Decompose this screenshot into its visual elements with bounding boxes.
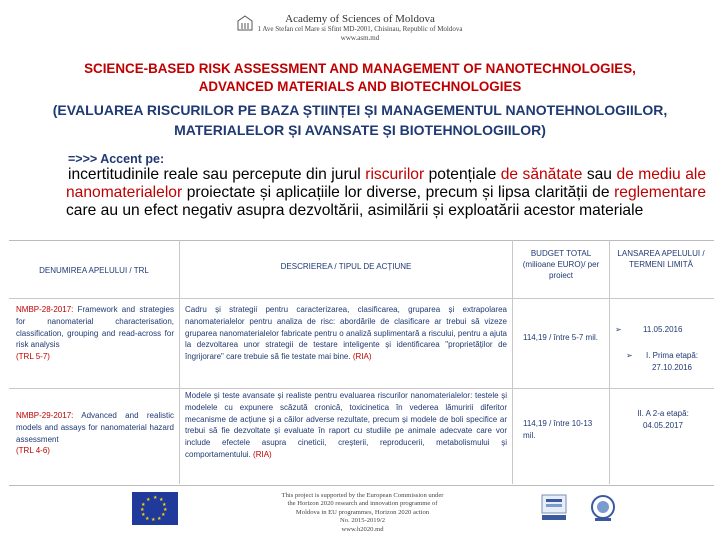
title-english-line-1: SCIENCE-BASED RISK ASSESSMENT AND MANAGEMENT OF NANOTECHNOLOGIES,: [84, 61, 636, 76]
table-header-deadline: LANSAREA APELULUI / TERMENI LIMITĂ: [617, 249, 705, 269]
call-action-type: (RIA): [352, 352, 372, 362]
table-column-divider: [609, 240, 610, 484]
table-column-divider: [512, 240, 513, 484]
svg-text:★: ★: [145, 516, 150, 522]
call-name: Advanced and realistic models and assays for nanomaterial hazard assessment: [16, 411, 174, 444]
svg-text:★: ★: [146, 497, 151, 503]
call-description: Cadru și strategii pentru caracterizarea, clasificarea, gruparea și extrapolarea nanomaterialelor pentru analiza de risc: abordările de clasificare ar trebui să vizeze gruparea nanomaterialelor fabricate pentru o analiză suplimentară a riscului, pentru a ajuta la dezvoltarea unor strategii de testare inteligente și identificarea "proprietăților de îngrijorare" care trebuie să fie testate mai bine.: [185, 305, 507, 362]
svg-text:★: ★: [140, 507, 145, 513]
table-row-2-call: [16, 410, 174, 457]
title-english: [20, 60, 700, 96]
bullet-arrow-icon: ➢: [615, 325, 622, 334]
table-row-divider: [9, 388, 714, 389]
table-row-1-deadline-2: [626, 350, 704, 374]
bullet-arrow-icon: ➢: [626, 351, 633, 360]
table-row-1-budget: 114,19 / între 5-7 mil.: [523, 333, 598, 342]
title-romanian-line-1: (EVALUAREA RISCURILOR PE BAZA ȘTIINȚEI ȘI MANAGEMENTUL NANOTEHNOLOGIILOR,: [52, 102, 668, 118]
paragraph-highlight-risks: riscurilor: [365, 166, 425, 183]
table-header-description: DESCRIEREA / TIPUL DE ACȚIUNE: [280, 262, 412, 271]
footer-line-5: www.h2020.md: [341, 525, 384, 533]
table-row-1-description: [185, 304, 507, 363]
paragraph-part-5: sau: [582, 166, 617, 183]
call-trl: (TRL 4-6): [16, 446, 50, 456]
paragraph-part-7: proiectate și aplicațiile lor diverse, precum și lipsa clarității de: [182, 184, 615, 201]
paragraph-highlight-health: de sănătate: [500, 166, 583, 183]
table-row-1-deadline-1: [615, 324, 711, 336]
footer-line-2: the Horizon 2020 research and innovation programme of: [287, 500, 438, 508]
paragraph-part-9: care au un efect negativ asupra dezvoltării, asimilării și exploatării acestor materiale: [66, 202, 644, 219]
svg-text:★: ★: [161, 512, 166, 518]
table-row-2-budget: 114,19 / între 10-13 mil.: [523, 419, 593, 440]
table-row-2-description: [185, 390, 507, 461]
call-action-type: (RIA): [253, 449, 272, 459]
footer-line-1: This project is supported by the European Commission under: [281, 492, 444, 499]
call-name: Framework and strategies for nanomaterial characterisation, classification, grouping and read-across for risk analysis: [16, 305, 174, 350]
table-header-divider: [9, 298, 714, 299]
partner-seal-icon: [590, 494, 616, 522]
call-trl: (TRL 5-7): [16, 352, 50, 362]
svg-text:★: ★: [151, 517, 156, 523]
organization-name: Academy of Sciences of Moldova: [285, 13, 435, 25]
paragraph-part-3: potențiale: [424, 166, 501, 183]
deadline-stage-1: I. Prima etapă: 27.10.2016: [645, 351, 699, 372]
organization-website: www.asm.md: [340, 34, 380, 42]
table-header-budget: BUDGET TOTAL (milioane EURO)/ per proiect: [522, 249, 600, 280]
academy-logo-icon: [236, 15, 254, 31]
footer-line-4: No. 2015-2019/2: [339, 517, 386, 525]
table-row-1-call: [16, 304, 174, 363]
svg-text:★: ★: [162, 502, 167, 508]
title-romanian-line-2: MATERIALELOR ȘI AVANSATE ȘI BIOTEHNOLOGIILOR): [174, 122, 546, 138]
footer-line-3: Moldova in EU programmes, Horizon 2020 action: [295, 508, 430, 516]
table-row-2-deadline: II. A 2-a etapă: 04.05.2017: [637, 409, 689, 430]
accent-paragraph: [66, 166, 706, 220]
paragraph-part-1: incertitudinile reale sau percepute din jurul: [68, 166, 366, 183]
document-header: [0, 0, 720, 52]
accent-label: =>>> Accent pe:: [68, 152, 165, 166]
organization-address: 1 Ave Stefan cel Mare si Sfint MD-2001, Chisinau, Republic of Moldova: [257, 25, 463, 33]
title-romanian: [10, 100, 710, 140]
deadline-date: 11.05.2016: [643, 325, 683, 334]
footer-disclaimer: [255, 492, 470, 534]
svg-text:★: ★: [141, 512, 146, 518]
svg-text:★: ★: [141, 502, 146, 508]
paragraph-highlight-environment: de mediu ale nanomaterialelor: [66, 166, 707, 201]
call-code: NMBP-29-2017:: [16, 411, 74, 420]
table-header-call-name: DENUMIREA APELULUI / TRL: [39, 266, 149, 275]
call-code: NMBP-28-2017:: [16, 305, 74, 314]
partner-logo-icon: [540, 493, 568, 523]
svg-text:★: ★: [157, 516, 162, 522]
call-description: Modele și teste avansate și realiste pentru evaluarea riscurilor nanomaterialelor: testele și modelele cu expunere scăzută cronică, toxicinetica în vederea lămuririi diferitor mecanisme de acțiune și a căilor adverse rezultate, precum și modele de boli specifice ar trebui să fie dezvoltate și evaluate în raport cu studiile pe animale adecvate care vor include efectele asupra cineticii, creșterii, reproducerii, metabolismului și comportamentului.: [185, 391, 507, 459]
eu-flag-icon: [132, 492, 178, 525]
svg-text:★: ★: [163, 507, 168, 513]
svg-text:★: ★: [153, 495, 158, 501]
paragraph-highlight-regulation: reglementare: [614, 184, 706, 201]
table-column-divider: [179, 240, 180, 484]
title-english-line-2: ADVANCED MATERIALS AND BIOTECHNOLOGIES: [198, 79, 522, 94]
svg-text:★: ★: [159, 497, 164, 503]
